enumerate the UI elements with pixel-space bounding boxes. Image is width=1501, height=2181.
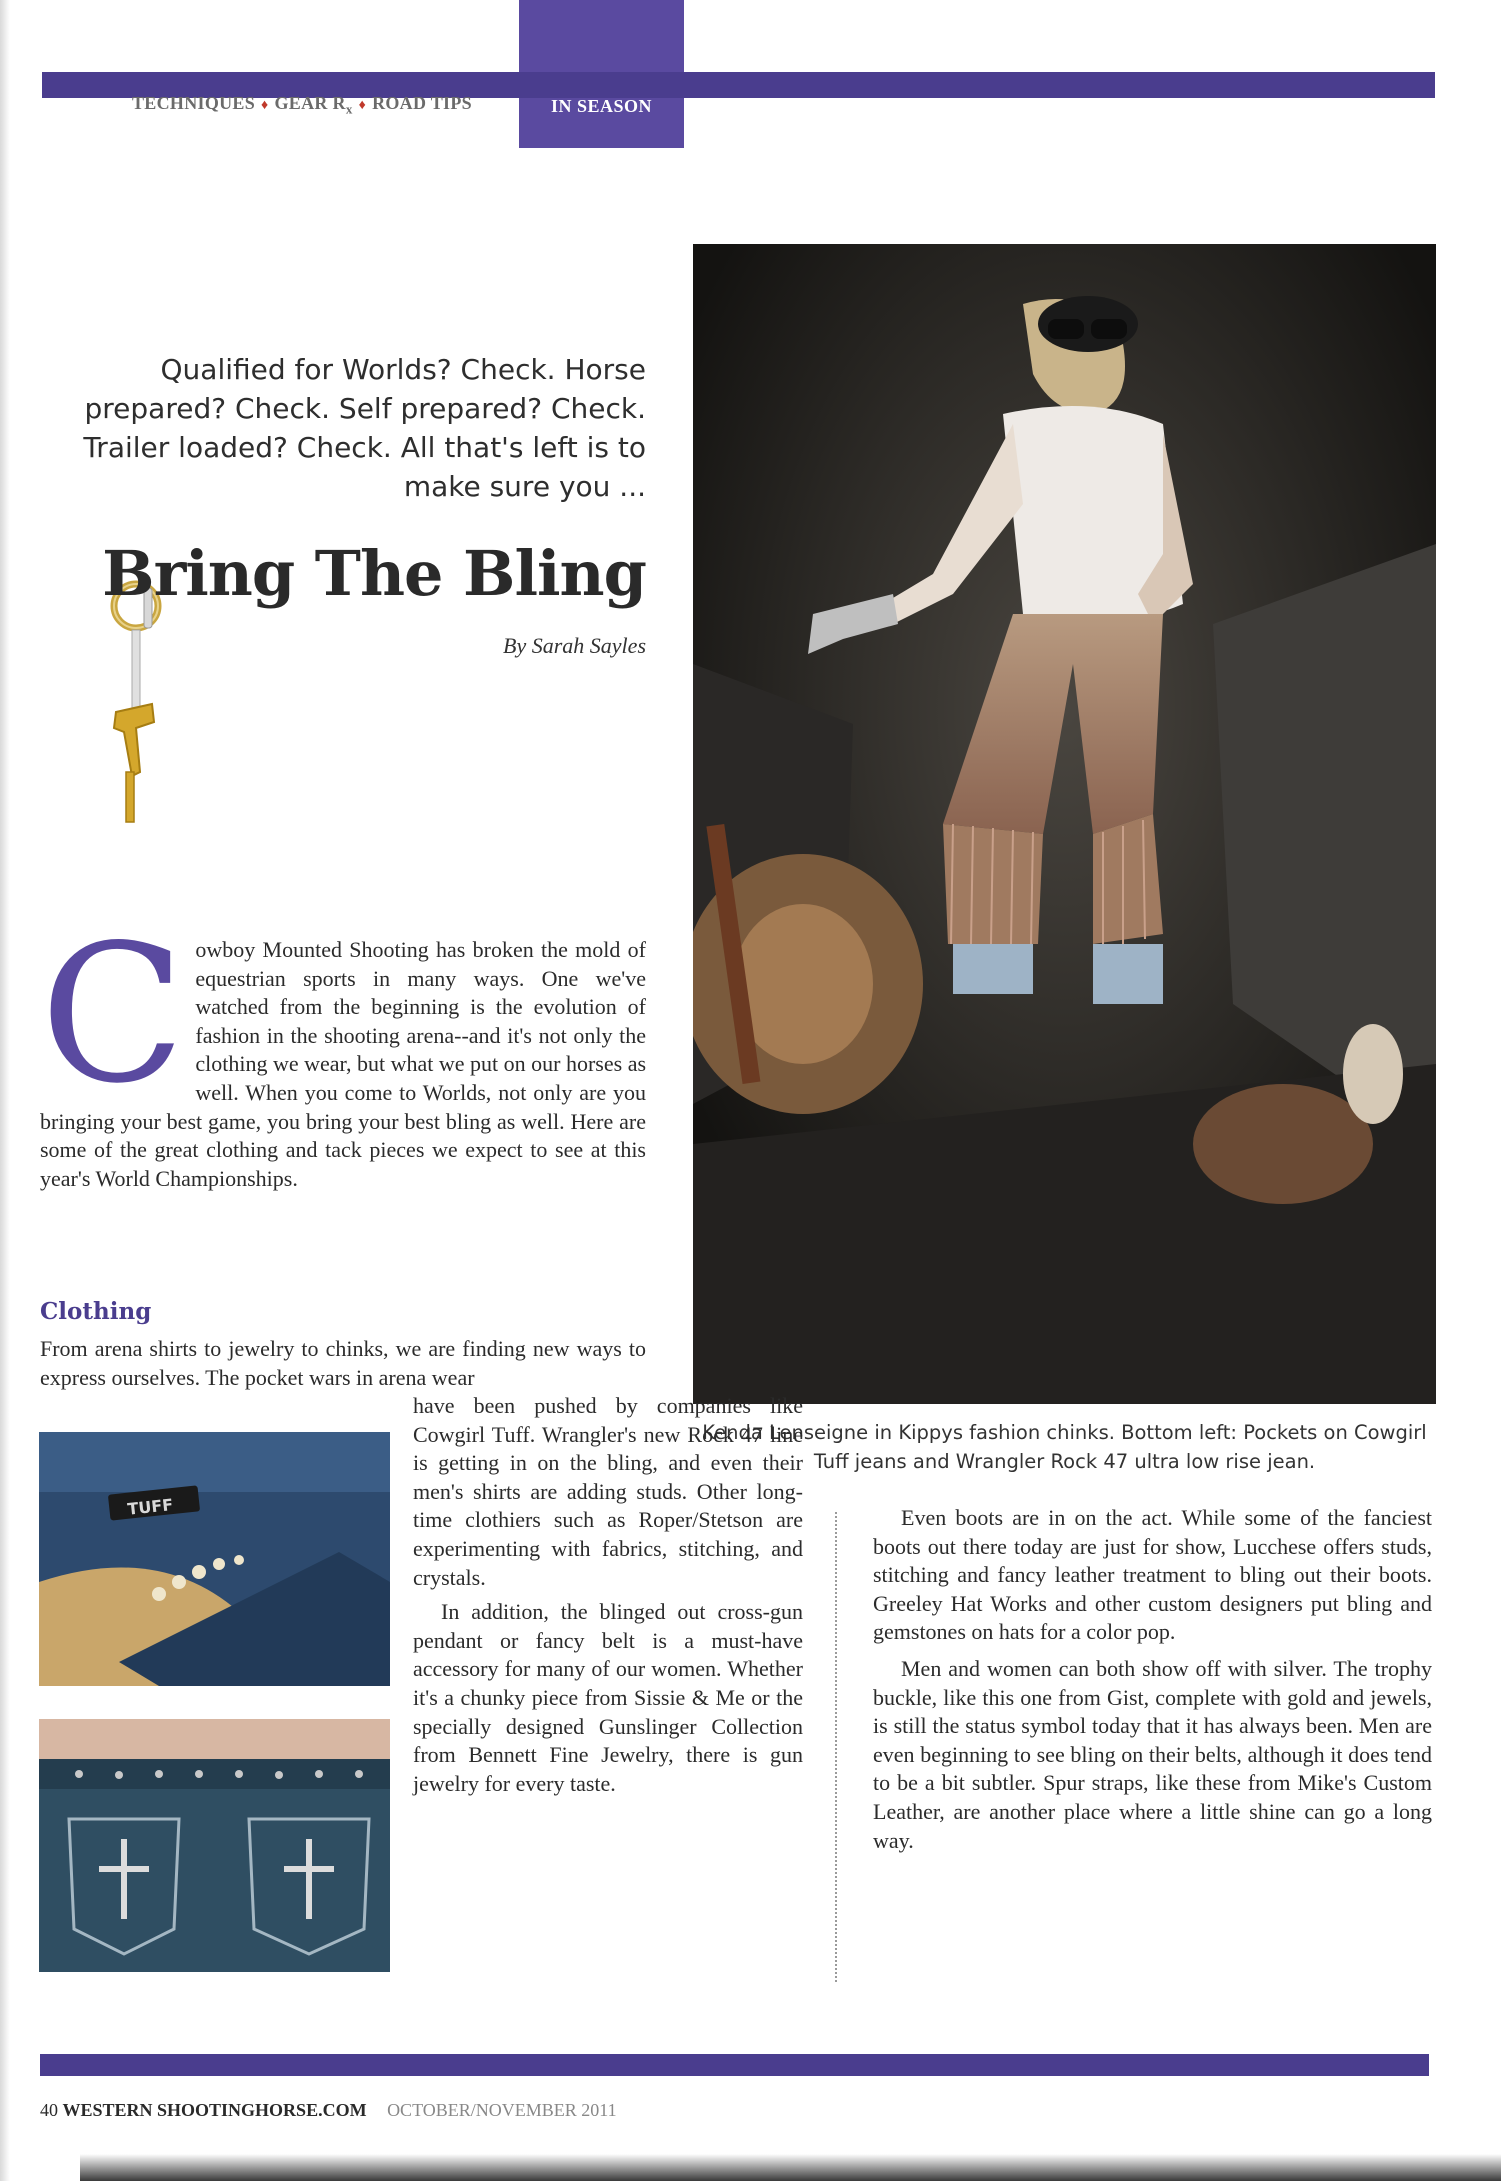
intro-text: owboy Mounted Shooting has broken the mold of equestrian sports in many ways. One we've watched from the beginning is the evolution of fashion in the shooting arena--and it's not only the clothing we wear, but what we put on our horses as well. When you come to Worlds, not only are you bringing your best game, you bring your best bling as well. Here are some of the great clothing and tack pieces we expect to see at this year's World Championships.	[40, 937, 647, 1191]
scan-edge-left	[0, 0, 10, 2181]
wrangler-rock47-jeans-photo	[39, 1719, 390, 1972]
tuff-label: TUFF	[126, 1495, 175, 1519]
paragraph-accessories: In addition, the blinged out cross-gun pendant or fancy belt is a must-have accessory for many of our women. Whether it's a chunky piece from Sissie & Me or the specially designed Gunslinger Collection from Bennett Fine Jewelry, there is gun jewelry for every taste.	[413, 1599, 803, 1796]
paragraph-silver: Men and women can both show off with silver. The trophy buckle, like this one from Gist, complete with gold and jewels, is still the status symbol today that it has always been. Men are even beginning to see bling on their belts, although it does tend to be a bit subtler. Spur straps, like these from Mike's Custom Leather, are another place where a little shine can go a long way.	[873, 1655, 1432, 1853]
photo-caption: Kenda Lenseigne in Kippys fashion chinks. Bottom left: Pockets on Cowgirl Tuff jeans and Wrangler Rock 47 ultra low rise jean.	[702, 1421, 1427, 1473]
nav-road-tips: ROAD TIPS	[372, 93, 472, 113]
article-byline: By Sarah Sayles	[503, 633, 646, 658]
nav-gear-rx: GEAR $R_x$	[274, 93, 353, 117]
bottom-rule	[40, 2054, 1429, 2076]
article-headline: Bring The Bling	[102, 537, 646, 610]
nav-separator-icon: ♦	[358, 98, 367, 113]
kenda-lenseigne-photo	[693, 244, 1436, 1404]
clothing-lead: From arena shirts to jewelry to chinks, we are finding new ways to express ourselves. The pocket wars in arena wear	[40, 1336, 646, 1390]
article-intro	[40, 904, 647, 1193]
subhead-clothing: Clothing	[40, 1298, 152, 1325]
cowgirl-tuff-jeans-photo	[39, 1432, 390, 1686]
clothing-continued: have been pushed by companies like Cowgirl Tuff. Wrangler's new Rock 47 line is getting in on the bling, and even their men's shirts are adding studs. Other long-time clothiers such as Roper/Stetson are experimenting with fabrics, stitching, and crystals.	[413, 1393, 803, 1590]
nav-techniques: TECHNIQUES	[132, 93, 256, 113]
site-name: WESTERN SHOOTINGHORSE.COM	[62, 2100, 367, 2120]
drop-cap: C	[40, 904, 186, 1125]
gun-pendant-image	[96, 572, 168, 832]
paragraph-boots: Even boots are in on the act. While some of the fanciest boots out there today are just for show, Lucchese offers studs, stitching and fancy leather treatment to bling out their boots. Greeley Hat Works and other custom designers put bling and gemstones on hats for a color pop.	[873, 1505, 1432, 1645]
page-folio	[40, 2100, 617, 2121]
column-divider	[835, 1512, 837, 1982]
page-number: 40	[40, 2100, 58, 2120]
section-nav	[132, 93, 472, 118]
nav-separator-icon: ♦	[261, 98, 269, 113]
column-right	[873, 1504, 1432, 1855]
section-tab-label: IN SEASON	[550, 96, 653, 116]
column-middle	[413, 1392, 803, 1798]
issue-date: OCTOBER/NOVEMBER 2011	[387, 2100, 617, 2120]
article-deck: Qualified for Worlds? Check. Horse prepared? Check. Self prepared? Check. Trailer loaded? Check. All that's left is to make sure you ...	[83, 353, 646, 503]
scan-edge-bottom	[80, 2154, 1501, 2181]
